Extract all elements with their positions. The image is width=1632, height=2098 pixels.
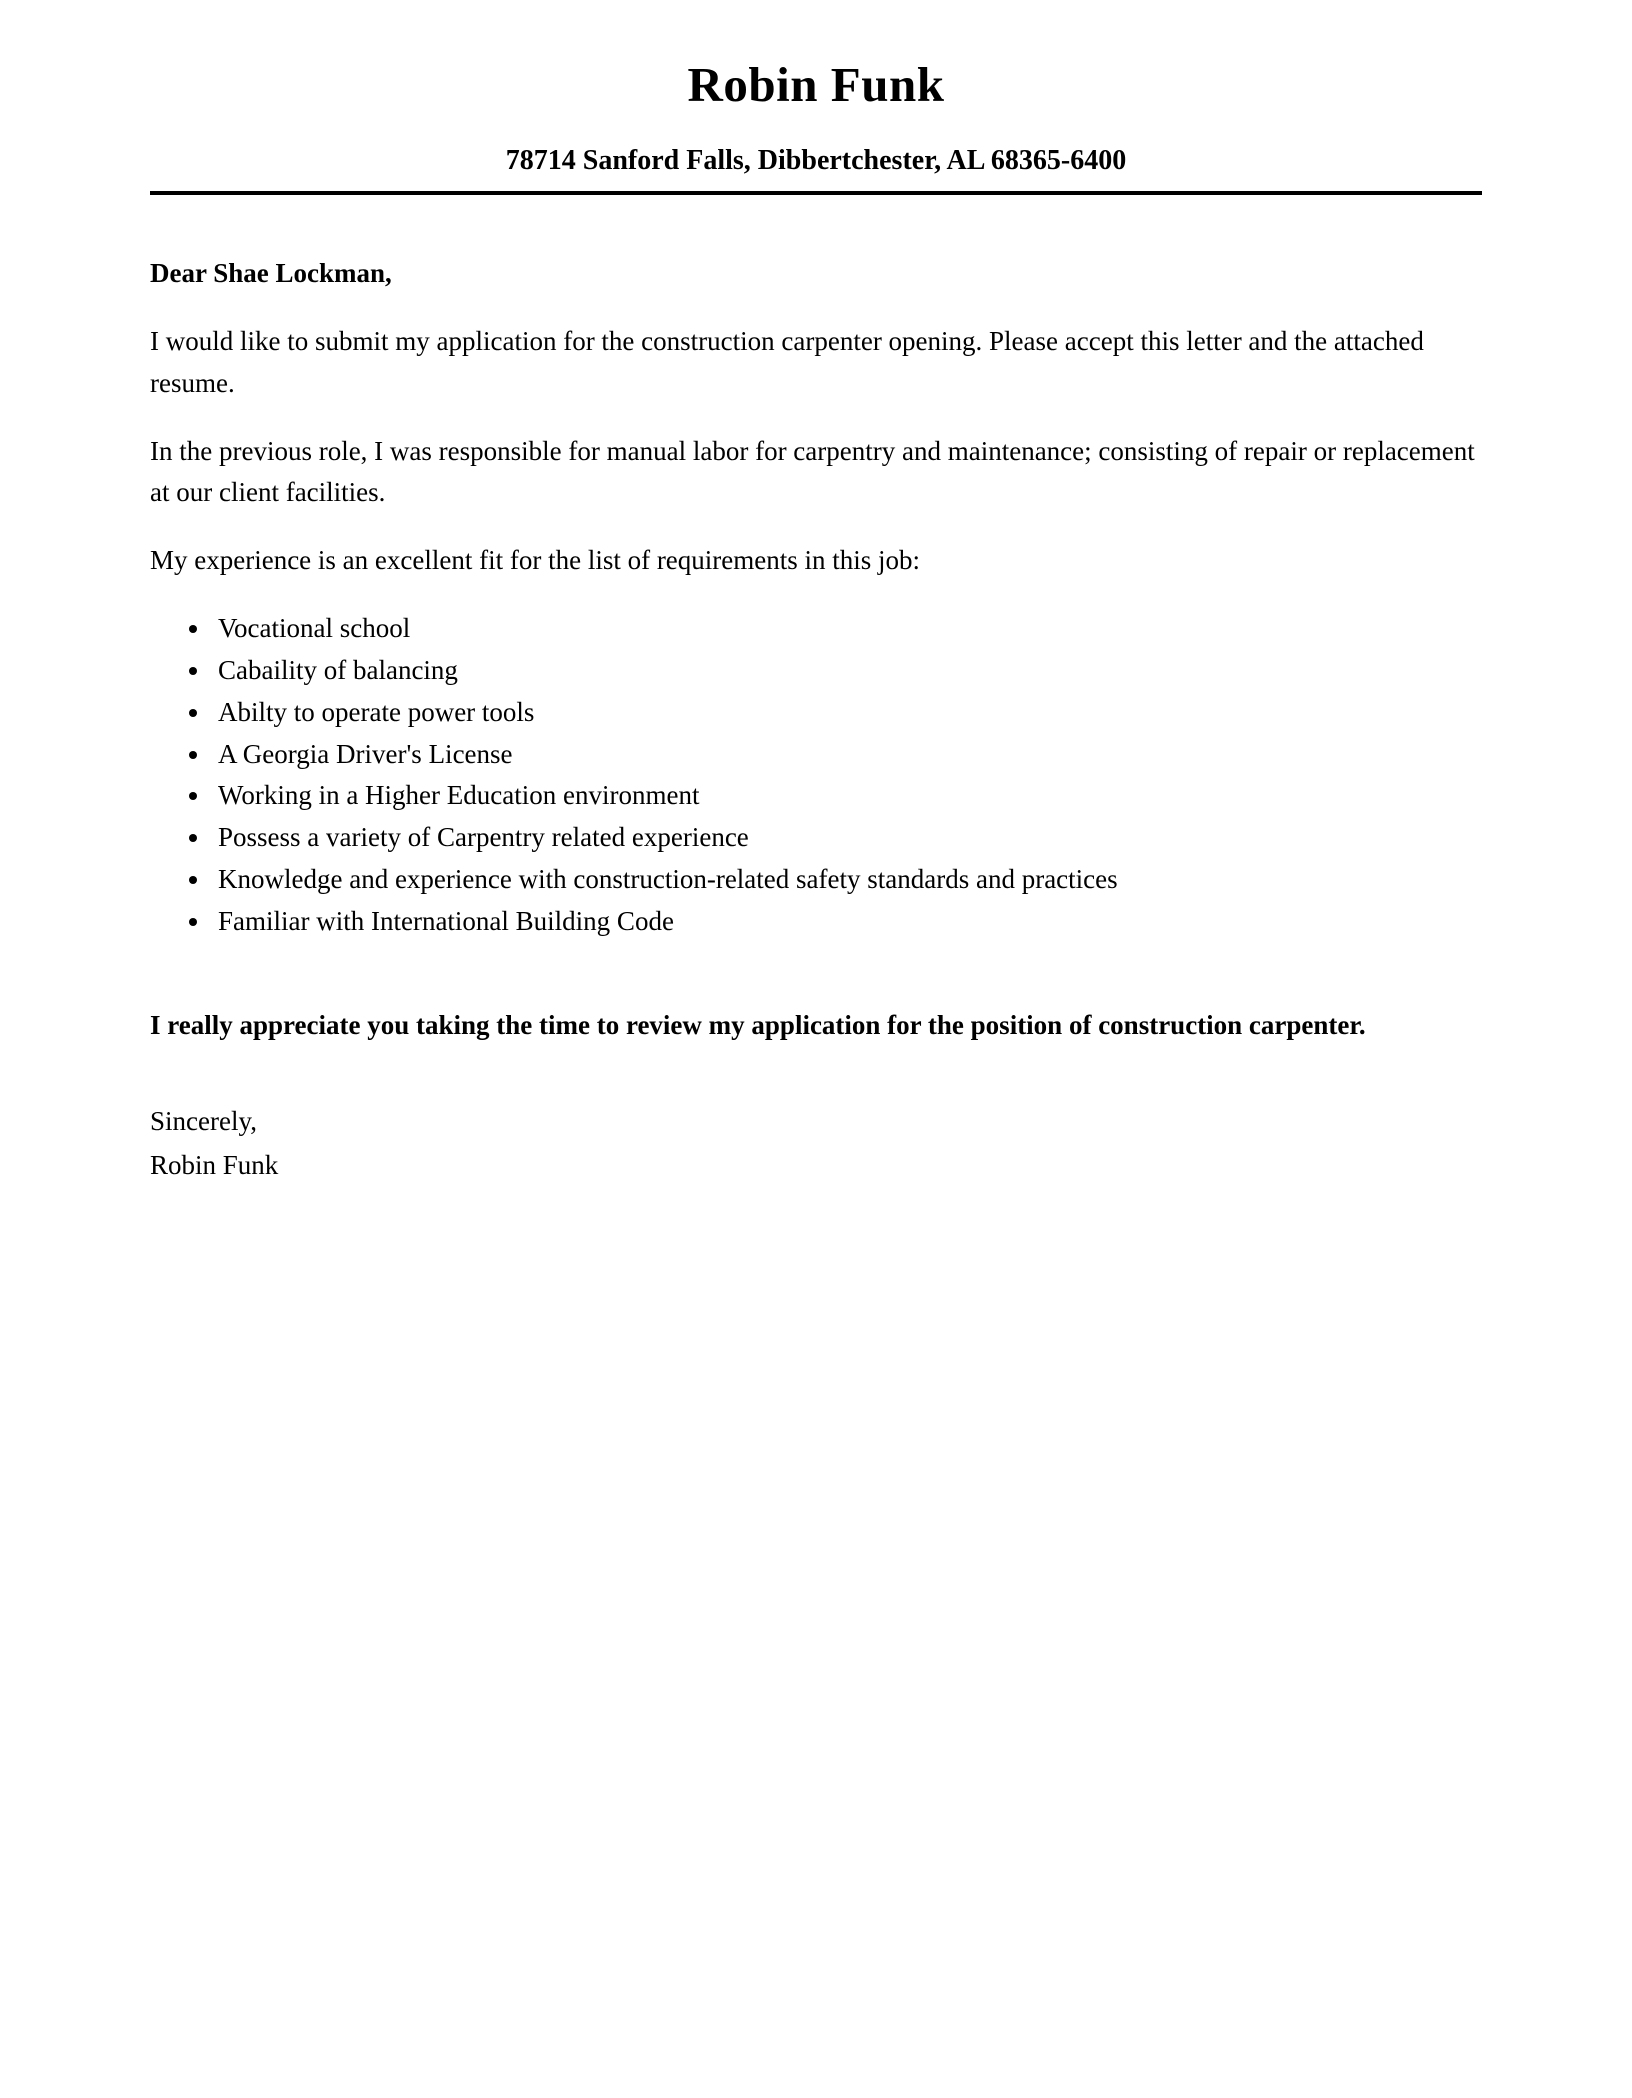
paragraph-intro: I would like to submit my application for the construction carpenter opening. Please accept this letter and the attached resume. [150,325,1424,398]
salutation: Dear Shae Lockman, [150,258,392,288]
closing-paragraph: I really appreciate you taking the time to review my application for the position of construction carpenter. [150,1009,1366,1040]
requirement-item: • Familiar with International Building Code [212,901,1482,943]
requirement-item: • Vocational school [212,608,1482,650]
sender-name: Robin Funk [687,57,945,112]
header-divider [150,191,1482,195]
requirement-item: • Working in a Higher Education environment [212,775,1482,817]
requirement-item: • Cabaility of balancing [212,650,1482,692]
letter-header [150,56,1482,195]
requirements-list [150,608,1482,943]
signoff: Sincerely, [150,1105,257,1136]
requirement-item: • Abilty to operate power tools [212,692,1482,734]
paragraph-experience-lead-in: My experience is an excellent fit for the list of requirements in this job: [150,545,921,576]
paragraph-previous-role: In the previous role, I was responsible for manual labor for carpentry and maintenance; consisting of repair or replacement at our client facilities. [150,435,1475,508]
sender-address: 78714 Sanford Falls, Dibbertchester, AL 68365-6400 [505,145,1127,176]
requirement-item: • A Georgia Driver's License [212,734,1482,776]
letter-body [150,253,1482,1186]
requirement-item: • Knowledge and experience with construction-related safety standards and practices [212,859,1482,901]
signature-name: Robin Funk [150,1149,279,1180]
requirement-item: • Possess a variety of Carpentry related experience [212,817,1482,859]
